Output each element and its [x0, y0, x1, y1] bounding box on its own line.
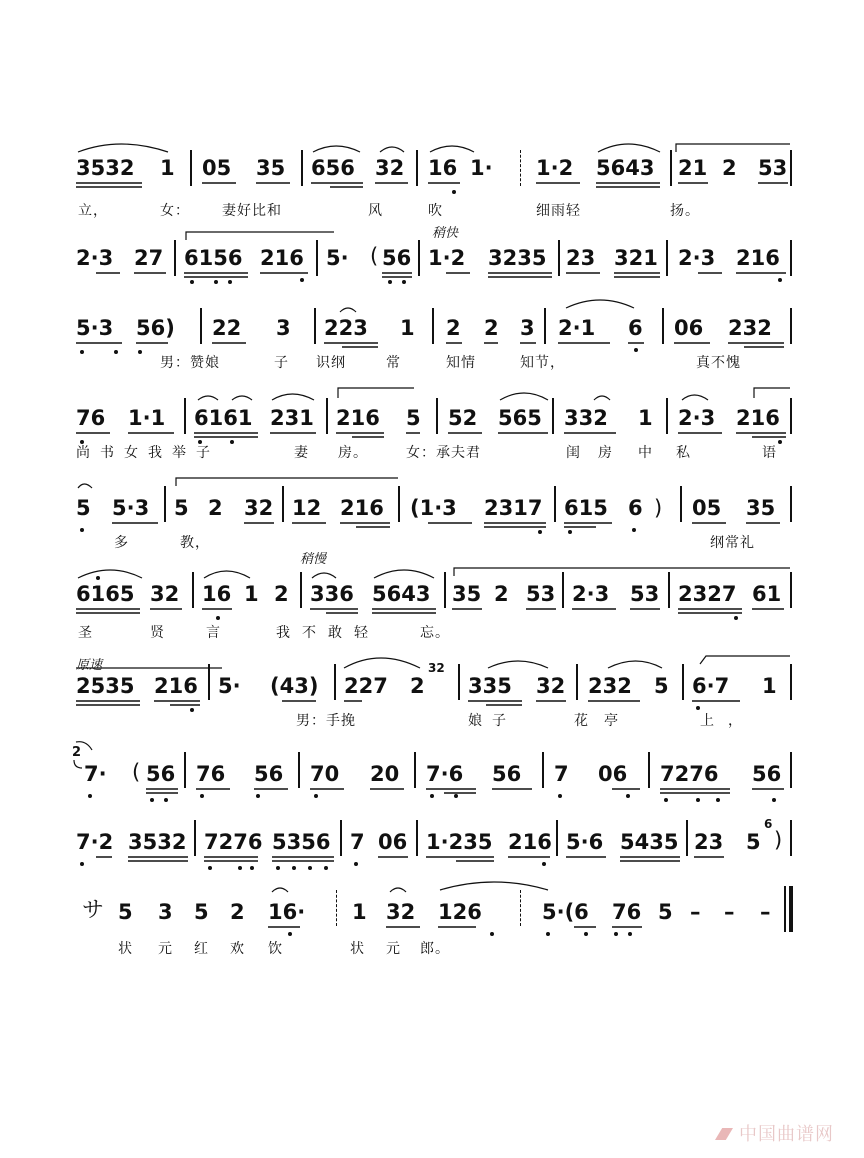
note-group: 5 [658, 900, 673, 924]
note-group: 223 [324, 316, 368, 340]
lyric: 纲常礼 [710, 535, 755, 551]
score-system-1 [0, 140, 864, 230]
note-group: 06 [674, 316, 704, 340]
note-group: 2·3 [572, 582, 610, 606]
note-group: 06 [378, 830, 408, 854]
note-group: 35 [452, 582, 482, 606]
note-group: 1·2 [428, 246, 466, 270]
lyric: 妻好比和 [222, 203, 282, 219]
note-group: ) [774, 828, 783, 852]
note-group: 335 [468, 674, 512, 698]
slur-marks [0, 140, 864, 230]
note-group: 6 [764, 817, 773, 831]
slur-marks [0, 294, 864, 384]
note-group: 70 [310, 762, 340, 786]
lyric: 欢 [230, 941, 245, 957]
lyric: 语 [762, 445, 777, 461]
note-group: 1 [400, 316, 415, 340]
lyric: 真不愧 [696, 355, 741, 371]
note-group: 05 [692, 496, 722, 520]
note-group: 5 [118, 900, 133, 924]
note-group: 16 [202, 582, 232, 606]
lyric: 圣 [78, 625, 93, 641]
note-group: 6161 [194, 406, 253, 430]
note-group: 216 [736, 406, 780, 430]
note-group: 3235 [488, 246, 547, 270]
note-group: 2317 [484, 496, 543, 520]
note-group: 5· [326, 246, 349, 270]
score-system-10 [0, 876, 864, 966]
lyric: 我不敢轻 [276, 625, 380, 641]
note-group: 7 [554, 762, 569, 786]
note-group: 216 [340, 496, 384, 520]
slur-marks [0, 738, 864, 808]
lyric: 风 [368, 203, 383, 219]
note-group: サ [82, 898, 105, 923]
note-group: 1 [160, 156, 175, 180]
lyric: 知节， [520, 355, 565, 371]
note-group: 5· [218, 674, 241, 698]
lyric: 扬。 [670, 203, 700, 219]
note-group: 32 [428, 661, 445, 675]
note-group: 53 [526, 582, 556, 606]
note-group: 2·3 [678, 406, 716, 430]
note-group: 76 [76, 406, 106, 430]
note-group: 6 [628, 316, 643, 340]
lyric: 多 [114, 535, 129, 551]
note-group: 216 [154, 674, 198, 698]
note-group: 06 [598, 762, 628, 786]
lyric: 贤 [150, 625, 165, 641]
note-group: 7276 [204, 830, 263, 854]
note-group: 32 [375, 156, 405, 180]
note-group: 35 [256, 156, 286, 180]
lyric: 红 [194, 941, 209, 957]
note-group: 565 [498, 406, 542, 430]
note-group: 216 [336, 406, 380, 430]
note-group: 321 [614, 246, 658, 270]
note-group: 5643 [372, 582, 431, 606]
note-group: 32 [536, 674, 566, 698]
note-group: 2535 [76, 674, 135, 698]
note-group: 5·3 [76, 316, 114, 340]
note-group: 76 [612, 900, 642, 924]
note-group: 216 [736, 246, 780, 270]
lyric: 中私 [638, 445, 714, 461]
note-group: 227 [344, 674, 388, 698]
note-group: 7·2 [76, 830, 114, 854]
note-group: 61 [752, 582, 782, 606]
lyric: 郎。 [420, 941, 450, 957]
note-group: 05 [202, 156, 232, 180]
note-group: 7·6 [426, 762, 464, 786]
lyric: 女： [160, 203, 190, 219]
lyric: 状 [118, 941, 133, 957]
note-group: 52 [448, 406, 478, 430]
note-group: 1·1 [128, 406, 166, 430]
note-group: – [760, 900, 771, 924]
note-group: ) [654, 496, 663, 520]
note-group: 2 [446, 316, 461, 340]
note-group: 1 [352, 900, 367, 924]
note-group: 216 [508, 830, 552, 854]
lyric: 常 [386, 355, 401, 371]
note-group: 1 [638, 406, 653, 430]
note-group: – [724, 900, 735, 924]
lyric: 妻 [294, 445, 309, 461]
site-watermark [715, 1120, 834, 1146]
slur-marks [0, 876, 864, 966]
note-group: 5·(6 [542, 900, 589, 924]
note-group: (43) [270, 674, 319, 698]
note-group: 615 [564, 496, 608, 520]
note-group: 232 [588, 674, 632, 698]
lyric: 吹 [428, 203, 443, 219]
lyric: 元 [386, 941, 401, 957]
lyric: 花亭 [574, 713, 634, 729]
tempo-mark: 原速 [76, 658, 103, 673]
score-system-2 [0, 222, 864, 292]
note-group: 56 [382, 246, 412, 270]
note-group: 53 [630, 582, 660, 606]
note-group: 2327 [678, 582, 737, 606]
note-group: 7276 [660, 762, 719, 786]
note-group: 5 [194, 900, 209, 924]
note-group: 76 [196, 762, 226, 786]
note-group: 1· [470, 156, 493, 180]
tempo-mark: 稍慢 [300, 552, 327, 567]
note-group: 32 [244, 496, 274, 520]
note-group: 232 [728, 316, 772, 340]
note-group: 3532 [128, 830, 187, 854]
note-group: 3 [520, 316, 535, 340]
lyric: 细雨轻 [536, 203, 581, 219]
note-group: ( [132, 760, 141, 784]
lyric: 男：赞娘 [160, 355, 220, 371]
slur-marks [0, 384, 864, 474]
note-group: 2·3 [678, 246, 716, 270]
note-group: 1·2 [536, 156, 574, 180]
note-group: 56) [136, 316, 175, 340]
note-group: 6·7 [692, 674, 730, 698]
lyric: 闺房 [566, 445, 630, 461]
note-group: 231 [270, 406, 314, 430]
note-group: 16 [428, 156, 458, 180]
note-group: 12 [292, 496, 322, 520]
lyric: 知情 [446, 355, 476, 371]
slur-marks [0, 806, 864, 876]
note-group: 21 [678, 156, 708, 180]
note-group: 27 [134, 246, 164, 270]
note-group: 6156 [184, 246, 243, 270]
note-group: – [690, 900, 701, 924]
score-system-8 [0, 738, 864, 808]
note-group: 5356 [272, 830, 331, 854]
note-group: 216 [260, 246, 304, 270]
note-group: 20 [370, 762, 400, 786]
note-group: 16· [268, 900, 306, 924]
note-group: 5 [654, 674, 669, 698]
note-group: 2 [72, 745, 82, 760]
note-group: 22 [212, 316, 242, 340]
note-group: 3 [158, 900, 173, 924]
note-group: 3532 [76, 156, 135, 180]
watermark-text: 中国曲谱网 [739, 1124, 834, 1145]
lyric: 立， [78, 203, 108, 219]
note-group: 2 [230, 900, 245, 924]
note-group: 2 [274, 582, 289, 606]
slur-marks [0, 548, 864, 648]
note-group: 5 [746, 830, 761, 854]
lyric: 元 [158, 941, 173, 957]
note-group: 332 [564, 406, 608, 430]
note-group: 336 [310, 582, 354, 606]
note-group: 2 [484, 316, 499, 340]
lyric: 房。 [338, 445, 368, 461]
note-group: 126 [438, 900, 482, 924]
note-group: 2·1 [558, 316, 596, 340]
lyric: 上， [700, 713, 756, 729]
note-group: 1 [244, 582, 259, 606]
note-group: 5·3 [112, 496, 150, 520]
lyric: 忘。 [420, 625, 450, 641]
note-group: 5·6 [566, 830, 604, 854]
note-group: 23 [694, 830, 724, 854]
note-group: 5 [76, 496, 91, 520]
note-group: 56 [254, 762, 284, 786]
note-group: 2·3 [76, 246, 114, 270]
note-group: 32 [150, 582, 180, 606]
score-system-6 [0, 548, 864, 648]
note-group: 56 [752, 762, 782, 786]
logo-icon [715, 1128, 733, 1140]
note-group: 1·235 [426, 830, 493, 854]
note-group: 3 [276, 316, 291, 340]
note-group: 5 [174, 496, 189, 520]
note-group: 5643 [596, 156, 655, 180]
note-group: 656 [311, 156, 355, 180]
note-group: 6165 [76, 582, 135, 606]
score-system-3 [0, 294, 864, 384]
note-group: 23 [566, 246, 596, 270]
note-group: 1 [762, 674, 777, 698]
note-group: 53 [758, 156, 788, 180]
note-group: 6 [628, 496, 643, 520]
lyric: 女：承夫君 [406, 445, 481, 461]
score-system-9 [0, 806, 864, 876]
lyric: 娘子 [468, 713, 516, 729]
note-group: 2 [494, 582, 509, 606]
note-group: 56 [492, 762, 522, 786]
tempo-mark: 稍快 [432, 226, 459, 241]
note-group: 2 [722, 156, 737, 180]
lyric: 男：手挽 [296, 713, 356, 729]
lyric: 尚书女我举子 [76, 445, 220, 461]
note-group: 32 [386, 900, 416, 924]
note-group: (1·3 [410, 496, 457, 520]
slur-marks [0, 222, 864, 292]
note-group: 7· [84, 762, 107, 786]
lyric: 饮 [268, 941, 283, 957]
lyric: 子 [274, 355, 289, 371]
note-group: 2 [410, 674, 425, 698]
lyric: 识纲 [316, 355, 346, 371]
slur-marks [0, 650, 864, 740]
lyric: 状 [350, 941, 365, 957]
note-group: 7 [350, 830, 365, 854]
note-group: 5 [406, 406, 421, 430]
note-group: 2 [208, 496, 223, 520]
note-group: 56 [146, 762, 176, 786]
note-group: 5435 [620, 830, 679, 854]
lyric: 教， [180, 535, 210, 551]
note-group: ( [370, 244, 379, 268]
lyric: 言 [206, 625, 221, 641]
score-system-7 [0, 650, 864, 740]
score-system-4 [0, 384, 864, 474]
note-group: 35 [746, 496, 776, 520]
